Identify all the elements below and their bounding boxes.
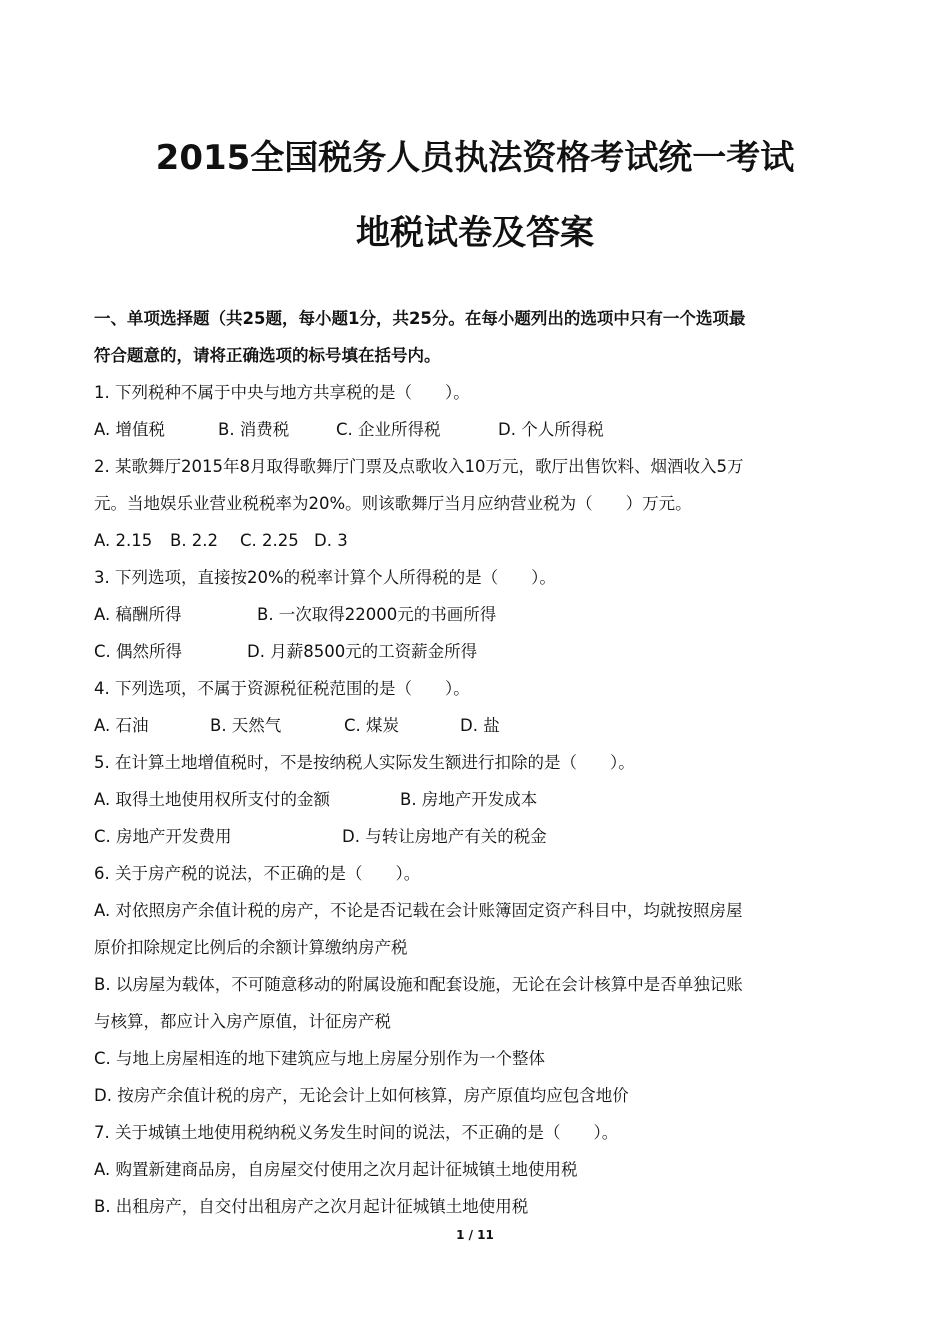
- section-heading-continued: 符合题意的，请将正确选项的标号填在括号内。: [94, 346, 441, 365]
- option: A. 稿酬所得: [94, 605, 182, 624]
- option: D. 盐: [460, 716, 500, 735]
- option: A. 2.15: [94, 531, 153, 550]
- question-6-option-a: A. 对依照房产余值计税的房产，不论是否记载在会计账簿固定资产科目中，均就按照房屋: [94, 901, 743, 920]
- question-5-options-row-2: [94, 818, 864, 855]
- question-3-options-row-2: [94, 633, 864, 670]
- question-2: 2. 某歌舞厅2015年8月取得歌舞厅门票及点歌收入10万元，歌厅出售饮料、烟酒收入5万: [94, 457, 744, 476]
- option: A. 石油: [94, 716, 149, 735]
- question-3-options-row-1: [94, 596, 864, 633]
- option: B. 2.2: [170, 531, 219, 550]
- question-2-continued: 元。当地娱乐业营业税税率为20%。则该歌舞厅当月应纳营业税为（ ）万元。: [94, 494, 692, 513]
- question-7: 7. 关于城镇土地使用税纳税义务发生时间的说法，不正确的是（ ）。: [94, 1123, 619, 1142]
- question-4-options: [94, 707, 864, 744]
- option: D. 个人所得税: [498, 420, 604, 439]
- question-6-option-d: D. 按房产余值计税的房产，无论会计上如何核算，房产原值均应包含地价: [94, 1086, 629, 1105]
- question-6-option-b-continued: 与核算，都应计入房产原值，计征房产税: [94, 1012, 391, 1031]
- page-number: 1 / 11: [456, 1228, 494, 1242]
- document-title-line-2: 地税试卷及答案: [356, 213, 594, 253]
- question-5-options-row-1: [94, 781, 864, 818]
- option: C. 煤炭: [344, 716, 400, 735]
- question-7-option-b: B. 出租房产，自交付出租房产之次月起计征城镇土地使用税: [94, 1197, 529, 1216]
- question-3: 3. 下列选项，直接按20%的税率计算个人所得税的是（ ）。: [94, 568, 556, 587]
- option: D. 3: [314, 531, 348, 550]
- question-1-options: [94, 411, 864, 448]
- option: C. 房地产开发费用: [94, 827, 232, 846]
- document-title-line-1: 2015全国税务人员执法资格考试统一考试: [155, 138, 795, 178]
- option: D. 与转让房地产有关的税金: [342, 827, 547, 846]
- question-6-option-c: C. 与地上房屋相连的地下建筑应与地上房屋分别作为一个整体: [94, 1049, 546, 1068]
- question-6-option-b: B. 以房屋为载体，不可随意移动的附属设施和配套设施，无论在会计核算中是否单独记账: [94, 975, 743, 994]
- question-2-options: [94, 522, 864, 559]
- question-5: 5. 在计算土地增值税时，不是按纳税人实际发生额进行扣除的是（ ）。: [94, 753, 635, 772]
- option: C. 企业所得税: [336, 420, 441, 439]
- question-1: 1. 下列税种不属于中央与地方共享税的是（ ）。: [94, 383, 470, 402]
- option: B. 消费税: [218, 420, 290, 439]
- option: A. 取得土地使用权所支付的金额: [94, 790, 330, 809]
- option: D. 月薪8500元的工资薪金所得: [247, 642, 478, 661]
- option: B. 房地产开发成本: [400, 790, 538, 809]
- option: C. 2.25: [240, 531, 299, 550]
- option: A. 增值税: [94, 420, 165, 439]
- option: B. 一次取得22000元的书画所得: [257, 605, 497, 624]
- section-heading: 一、单项选择题（共25题，每小题1分，共25分。在每小题列出的选项中只有一个选项最: [94, 309, 746, 328]
- option: C. 偶然所得: [94, 642, 183, 661]
- question-6-option-a-continued: 原价扣除规定比例后的余额计算缴纳房产税: [94, 938, 408, 957]
- question-4: 4. 下列选项，不属于资源税征税范围的是（ ）。: [94, 679, 470, 698]
- option: B. 天然气: [210, 716, 282, 735]
- question-7-option-a: A. 购置新建商品房，自房屋交付使用之次月起计征城镇土地使用税: [94, 1160, 578, 1179]
- document-body: [94, 300, 864, 1225]
- question-6: 6. 关于房产税的说法，不正确的是（ ）。: [94, 864, 421, 883]
